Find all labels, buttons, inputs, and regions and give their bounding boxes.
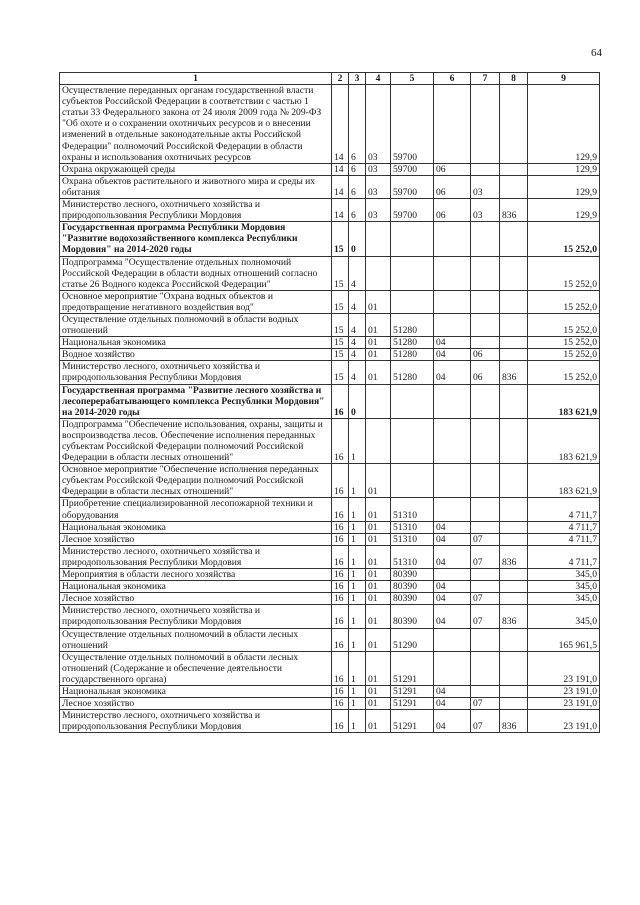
- row-name: Осуществление отдельных полномочий в области лесных отношений (Содержание и обеспечение деятельности государственного органа): [60, 651, 332, 685]
- col-8-value: [500, 349, 528, 361]
- col-2-value: 14: [332, 175, 349, 198]
- col-5-value: 51310: [391, 498, 434, 521]
- col-8-value: [500, 384, 528, 418]
- col-8-value: [500, 290, 528, 313]
- col-3-value: 1: [349, 651, 366, 685]
- col-4-value: 01: [366, 628, 391, 651]
- col-6-value: [434, 628, 471, 651]
- col-8-value: [500, 498, 528, 521]
- header-col-3: 3: [349, 73, 366, 85]
- col-4-value: 01: [366, 593, 391, 605]
- col-5-value: 51310: [391, 521, 434, 533]
- table-row: [60, 685, 600, 697]
- col-6-value: [434, 569, 471, 581]
- row-name: Лесное хозяйство: [60, 698, 332, 710]
- amount-value: 129,9: [528, 199, 600, 222]
- col-3-value: 4: [349, 361, 366, 384]
- col-6-value: [434, 313, 471, 336]
- table-row: [60, 418, 600, 463]
- amount-value: 15 252,0: [528, 349, 600, 361]
- table-row: [60, 710, 600, 733]
- col-5-value: 59700: [391, 163, 434, 175]
- header-col-1: 1: [60, 73, 332, 85]
- col-7-value: [471, 85, 500, 164]
- col-3-value: 1: [349, 418, 366, 463]
- col-4-value: [366, 384, 391, 418]
- col-5-value: 51310: [391, 533, 434, 545]
- col-2-value: 15: [332, 349, 349, 361]
- amount-value: 345,0: [528, 593, 600, 605]
- amount-value: 345,0: [528, 581, 600, 593]
- amount-value: 23 191,0: [528, 651, 600, 685]
- row-name: Министерство лесного, охотничьего хозяйства и природопользования Республики Мордовия: [60, 605, 332, 628]
- col-6-value: 04: [434, 581, 471, 593]
- col-6-value: 06: [434, 163, 471, 175]
- col-5-value: [391, 290, 434, 313]
- col-2-value: 16: [332, 698, 349, 710]
- col-2-value: 15: [332, 361, 349, 384]
- col-7-value: [471, 256, 500, 290]
- col-8-value: [500, 628, 528, 651]
- col-2-value: 16: [332, 545, 349, 568]
- col-6-value: 04: [434, 521, 471, 533]
- col-8-value: [500, 581, 528, 593]
- col-2-value: 16: [332, 384, 349, 418]
- col-7-value: [471, 498, 500, 521]
- amount-value: 345,0: [528, 605, 600, 628]
- col-2-value: 16: [332, 710, 349, 733]
- col-8-value: [500, 651, 528, 685]
- col-4-value: 01: [366, 337, 391, 349]
- table-row: [60, 85, 600, 164]
- table-row: [60, 698, 600, 710]
- header-col-2: 2: [332, 73, 349, 85]
- header-col-8: 8: [500, 73, 528, 85]
- col-6-value: 04: [434, 545, 471, 568]
- row-name: Осуществление отдельных полномочий в области водных отношений: [60, 313, 332, 336]
- col-7-value: [471, 163, 500, 175]
- col-7-value: 03: [471, 175, 500, 198]
- col-3-value: 1: [349, 521, 366, 533]
- table-row: [60, 256, 600, 290]
- col-3-value: 1: [349, 498, 366, 521]
- row-name: Осуществление переданных органам государственной власти субъектов Российской Федерации в соответствии с частью 1 статьи 33 Федерального закона от 24 июля 2009 года № 209-ФЗ "Об охоте и о сохранении охотничьих ресурсов и о внесении изменений в отдельные законодательные акты Российской Федерации" полномочий Российской Федерации в области охраны и использования охотничьих ресурсов: [60, 85, 332, 164]
- table-row: [60, 361, 600, 384]
- budget-table: [59, 72, 600, 733]
- col-7-value: [471, 337, 500, 349]
- col-5-value: 51291: [391, 685, 434, 697]
- col-3-value: 1: [349, 698, 366, 710]
- amount-value: 129,9: [528, 163, 600, 175]
- col-6-value: 04: [434, 361, 471, 384]
- col-8-value: 836: [500, 361, 528, 384]
- col-2-value: 15: [332, 222, 349, 256]
- col-2-value: 14: [332, 199, 349, 222]
- table-row: [60, 521, 600, 533]
- col-8-value: [500, 337, 528, 349]
- col-5-value: 59700: [391, 175, 434, 198]
- col-5-value: 59700: [391, 85, 434, 164]
- col-7-value: [471, 384, 500, 418]
- col-7-value: 07: [471, 710, 500, 733]
- col-4-value: 01: [366, 685, 391, 697]
- row-name: Приобретение специализированной лесопожарной техники и оборудования: [60, 498, 332, 521]
- col-6-value: 04: [434, 685, 471, 697]
- col-7-value: 07: [471, 593, 500, 605]
- col-6-value: 04: [434, 698, 471, 710]
- col-2-value: 16: [332, 533, 349, 545]
- col-2-value: 15: [332, 337, 349, 349]
- col-7-value: [471, 313, 500, 336]
- col-3-value: 1: [349, 710, 366, 733]
- col-4-value: 03: [366, 163, 391, 175]
- row-name: Лесное хозяйство: [60, 533, 332, 545]
- amount-value: 183 621,9: [528, 464, 600, 498]
- col-5-value: 51280: [391, 349, 434, 361]
- col-7-value: 06: [471, 349, 500, 361]
- row-name: Государственная программа "Развитие лесного хозяйства и лесоперерабатывающего комплекса Республики Мордовия" на 2014-2020 годы: [60, 384, 332, 418]
- row-name: Национальная экономика: [60, 685, 332, 697]
- col-3-value: 1: [349, 605, 366, 628]
- col-5-value: 80390: [391, 569, 434, 581]
- row-name: Подпрограмма "Осуществление отдельных полномочий Российской Федерации в области водных отношений согласно статье 26 Водного кодекса Российской Федерации": [60, 256, 332, 290]
- col-4-value: 03: [366, 175, 391, 198]
- col-3-value: 6: [349, 85, 366, 164]
- col-3-value: 6: [349, 163, 366, 175]
- col-2-value: 16: [332, 593, 349, 605]
- table-row: [60, 651, 600, 685]
- col-6-value: 04: [434, 337, 471, 349]
- col-8-value: [500, 698, 528, 710]
- col-4-value: 03: [366, 199, 391, 222]
- col-6-value: [434, 256, 471, 290]
- col-3-value: 4: [349, 290, 366, 313]
- amount-value: 15 252,0: [528, 313, 600, 336]
- col-7-value: 07: [471, 698, 500, 710]
- amount-value: 4 711,7: [528, 521, 600, 533]
- table-body: [60, 85, 600, 733]
- amount-value: 129,9: [528, 85, 600, 164]
- col-4-value: 01: [366, 698, 391, 710]
- col-6-value: [434, 498, 471, 521]
- row-name: Подпрограмма "Обеспечение использования, охраны, защиты и воспроизводства лесов. Обеспечение исполнения переданных субъектам Российской Федерации полномочий Российской Федерации в области лесных отношений": [60, 418, 332, 463]
- col-8-value: 836: [500, 545, 528, 568]
- col-2-value: 16: [332, 605, 349, 628]
- col-4-value: [366, 418, 391, 463]
- col-7-value: [471, 685, 500, 697]
- row-name: Национальная экономика: [60, 581, 332, 593]
- amount-value: 129,9: [528, 175, 600, 198]
- row-name: Охрана окружающей среды: [60, 163, 332, 175]
- col-5-value: 51291: [391, 651, 434, 685]
- col-3-value: 6: [349, 199, 366, 222]
- col-5-value: [391, 464, 434, 498]
- col-7-value: [471, 464, 500, 498]
- col-4-value: 01: [366, 569, 391, 581]
- col-8-value: [500, 175, 528, 198]
- col-7-value: [471, 651, 500, 685]
- col-5-value: 59700: [391, 199, 434, 222]
- col-7-value: 06: [471, 361, 500, 384]
- col-3-value: 1: [349, 545, 366, 568]
- amount-value: 4 711,7: [528, 533, 600, 545]
- row-name: Министерство лесного, охотничьего хозяйства и природопользования Республики Мордовия: [60, 199, 332, 222]
- col-6-value: [434, 222, 471, 256]
- row-name: Мероприятия в области лесного хозяйства: [60, 569, 332, 581]
- col-4-value: 01: [366, 290, 391, 313]
- col-4-value: 01: [366, 464, 391, 498]
- amount-value: 23 191,0: [528, 698, 600, 710]
- col-8-value: 836: [500, 710, 528, 733]
- col-6-value: 04: [434, 593, 471, 605]
- header-col-4: 4: [366, 73, 391, 85]
- col-5-value: [391, 222, 434, 256]
- col-6-value: 04: [434, 349, 471, 361]
- col-3-value: 1: [349, 593, 366, 605]
- col-7-value: [471, 628, 500, 651]
- col-6-value: [434, 290, 471, 313]
- col-7-value: [471, 418, 500, 463]
- col-8-value: [500, 521, 528, 533]
- col-2-value: 15: [332, 313, 349, 336]
- row-name: Охрана объектов растительного и животного мира и среды их обитания: [60, 175, 332, 198]
- col-7-value: [471, 521, 500, 533]
- col-5-value: 51291: [391, 710, 434, 733]
- row-name: Осуществление отдельных полномочий в области лесных отношений: [60, 628, 332, 651]
- col-2-value: 14: [332, 163, 349, 175]
- row-name: Государственная программа Республики Мордовия "Развитие водохозяйственного комплекса Республики Мордовия" на 2014-2020 годы: [60, 222, 332, 256]
- col-4-value: 01: [366, 581, 391, 593]
- col-5-value: 51280: [391, 337, 434, 349]
- col-8-value: [500, 533, 528, 545]
- amount-value: 23 191,0: [528, 685, 600, 697]
- col-5-value: 51280: [391, 313, 434, 336]
- col-2-value: 15: [332, 256, 349, 290]
- col-8-value: [500, 256, 528, 290]
- col-4-value: [366, 222, 391, 256]
- col-2-value: 16: [332, 628, 349, 651]
- col-2-value: 16: [332, 464, 349, 498]
- col-6-value: [434, 651, 471, 685]
- col-3-value: 1: [349, 685, 366, 697]
- col-3-value: 4: [349, 337, 366, 349]
- table-row: [60, 533, 600, 545]
- col-2-value: 16: [332, 521, 349, 533]
- row-name: Национальная экономика: [60, 521, 332, 533]
- header-col-7: 7: [471, 73, 500, 85]
- col-7-value: [471, 290, 500, 313]
- row-name: Министерство лесного, охотничьего хозяйства и природопользования Республики Мордовия: [60, 710, 332, 733]
- col-5-value: [391, 384, 434, 418]
- page-number: 64: [591, 47, 602, 59]
- row-name: Министерство лесного, охотничьего хозяйства и природопользования Республики Мордовия: [60, 361, 332, 384]
- table-row: [60, 175, 600, 198]
- col-8-value: [500, 685, 528, 697]
- col-2-value: 16: [332, 685, 349, 697]
- col-3-value: 1: [349, 464, 366, 498]
- table-row: [60, 498, 600, 521]
- amount-value: 15 252,0: [528, 222, 600, 256]
- col-6-value: 06: [434, 175, 471, 198]
- header-col-5: 5: [391, 73, 434, 85]
- col-7-value: [471, 569, 500, 581]
- amount-value: 183 621,9: [528, 418, 600, 463]
- table-row: [60, 313, 600, 336]
- col-4-value: 03: [366, 85, 391, 164]
- col-3-value: 4: [349, 313, 366, 336]
- col-3-value: 0: [349, 222, 366, 256]
- col-6-value: 04: [434, 533, 471, 545]
- col-7-value: 03: [471, 199, 500, 222]
- amount-value: 183 621,9: [528, 384, 600, 418]
- col-4-value: 01: [366, 533, 391, 545]
- col-3-value: 6: [349, 175, 366, 198]
- col-7-value: 07: [471, 605, 500, 628]
- amount-value: 23 191,0: [528, 710, 600, 733]
- row-name: Водное хозяйство: [60, 349, 332, 361]
- col-4-value: [366, 256, 391, 290]
- col-2-value: 16: [332, 418, 349, 463]
- col-6-value: [434, 464, 471, 498]
- amount-value: 15 252,0: [528, 361, 600, 384]
- amount-value: 15 252,0: [528, 337, 600, 349]
- col-4-value: 01: [366, 313, 391, 336]
- row-name: Лесное хозяйство: [60, 593, 332, 605]
- col-5-value: [391, 418, 434, 463]
- amount-value: 15 252,0: [528, 290, 600, 313]
- table-row: [60, 290, 600, 313]
- col-2-value: 16: [332, 569, 349, 581]
- table-row: [60, 349, 600, 361]
- col-6-value: 04: [434, 710, 471, 733]
- col-3-value: 4: [349, 256, 366, 290]
- col-5-value: 80390: [391, 593, 434, 605]
- col-3-value: 1: [349, 628, 366, 651]
- col-8-value: [500, 593, 528, 605]
- amount-value: 4 711,7: [528, 545, 600, 568]
- header-col-9: 9: [528, 73, 600, 85]
- col-7-value: [471, 581, 500, 593]
- col-4-value: 01: [366, 498, 391, 521]
- table-row: [60, 337, 600, 349]
- col-2-value: 16: [332, 651, 349, 685]
- col-8-value: [500, 418, 528, 463]
- col-2-value: 14: [332, 85, 349, 164]
- col-5-value: 51280: [391, 361, 434, 384]
- col-3-value: 4: [349, 349, 366, 361]
- col-8-value: [500, 313, 528, 336]
- table-row: [60, 569, 600, 581]
- amount-value: 165 961,5: [528, 628, 600, 651]
- col-6-value: [434, 384, 471, 418]
- row-name: Национальная экономика: [60, 337, 332, 349]
- table-row: [60, 545, 600, 568]
- col-7-value: 07: [471, 533, 500, 545]
- table-row: [60, 464, 600, 498]
- table-row: [60, 199, 600, 222]
- col-6-value: 04: [434, 605, 471, 628]
- table-row: [60, 384, 600, 418]
- col-2-value: 15: [332, 290, 349, 313]
- col-8-value: 836: [500, 605, 528, 628]
- col-7-value: [471, 222, 500, 256]
- col-8-value: 836: [500, 199, 528, 222]
- col-6-value: [434, 418, 471, 463]
- table-row: [60, 605, 600, 628]
- col-6-value: 06: [434, 199, 471, 222]
- amount-value: 345,0: [528, 569, 600, 581]
- row-name: Основное мероприятие "Обеспечение исполнения переданных субъектам Российской Федерации полномочий Российской Федерации в области лесных отношений": [60, 464, 332, 498]
- col-3-value: 0: [349, 384, 366, 418]
- col-2-value: 16: [332, 498, 349, 521]
- col-8-value: [500, 85, 528, 164]
- amount-value: 4 711,7: [528, 498, 600, 521]
- col-8-value: [500, 222, 528, 256]
- table-row: [60, 593, 600, 605]
- col-3-value: 1: [349, 533, 366, 545]
- col-5-value: [391, 256, 434, 290]
- col-4-value: 01: [366, 361, 391, 384]
- col-4-value: 01: [366, 651, 391, 685]
- col-4-value: 01: [366, 605, 391, 628]
- col-4-value: 01: [366, 521, 391, 533]
- col-5-value: 80390: [391, 605, 434, 628]
- col-5-value: 51290: [391, 628, 434, 651]
- col-4-value: 01: [366, 545, 391, 568]
- col-4-value: 01: [366, 710, 391, 733]
- row-name: Основное мероприятие "Охрана водных объектов и предотвращение негативного воздействия вод": [60, 290, 332, 313]
- col-8-value: [500, 464, 528, 498]
- header-row: [60, 73, 600, 85]
- col-5-value: 80390: [391, 581, 434, 593]
- row-name: Министерство лесного, охотничьего хозяйства и природопользования Республики Мордовия: [60, 545, 332, 568]
- table-row: [60, 163, 600, 175]
- col-6-value: [434, 85, 471, 164]
- col-4-value: 01: [366, 349, 391, 361]
- col-5-value: 51310: [391, 545, 434, 568]
- col-8-value: [500, 163, 528, 175]
- table-row: [60, 222, 600, 256]
- table-row: [60, 581, 600, 593]
- table-row: [60, 628, 600, 651]
- col-2-value: 16: [332, 581, 349, 593]
- header-col-6: 6: [434, 73, 471, 85]
- amount-value: 15 252,0: [528, 256, 600, 290]
- col-7-value: 07: [471, 545, 500, 568]
- col-8-value: [500, 569, 528, 581]
- col-3-value: 1: [349, 581, 366, 593]
- col-3-value: 1: [349, 569, 366, 581]
- col-5-value: 51291: [391, 698, 434, 710]
